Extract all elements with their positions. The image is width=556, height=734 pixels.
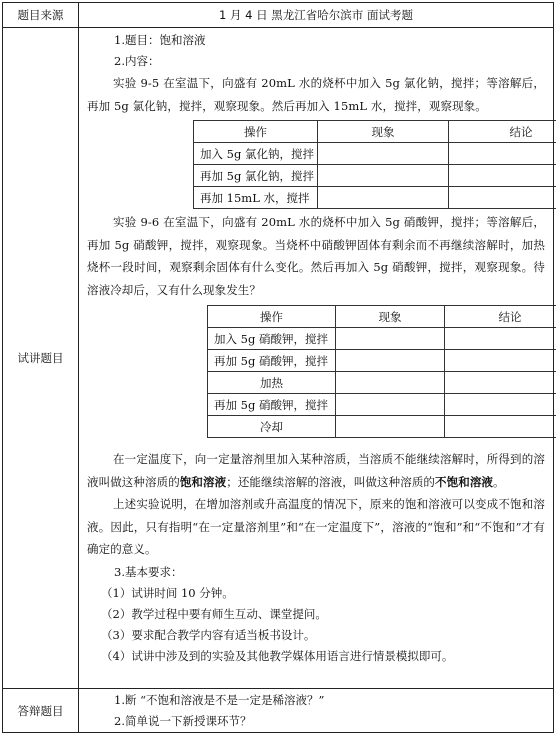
operation-cell: 加入 5g 氯化钠，搅拌: [194, 143, 318, 165]
trial-content: [79, 28, 554, 689]
table-header: 操作: [208, 306, 336, 328]
table-header-row: [194, 121, 556, 143]
conclusion-paragraph: 上述实验说明，在增加溶剂或升高温度的情况下，原来的饱和溶液可以变成不饱和溶液。因此，只有指明“在一定量溶剂里”和“在一定温度下”，溶液的“饱和”和“不饱和”才有确定的意义。: [87, 497, 545, 556]
table-header: 操作: [194, 121, 318, 143]
content-title: 2.内容：: [114, 54, 160, 68]
qa-question-1: 1.断 “不饱和溶液是不是一定是稀溶液？”: [114, 693, 325, 707]
exam-sheet: [2, 2, 554, 733]
operation-cell: 再加 15mL 水，搅拌: [194, 187, 318, 209]
requirement-item: （2）教学过程中要有师生互动、课堂提问。: [101, 606, 327, 621]
table-header: 结论: [445, 306, 556, 328]
experiment-2-text: 实验 9-6 在室温下，向盛有 20mL 水的烧杯中加入 5g 硝酸钾，搅拌；等溶解后，再加 5g 硝酸钾，搅拌，观察现象。当烧杯中硝酸钾固体有剩余而不再继续溶解时，加热烧杯一段时间，观察剩余固体有什么变化。然后再加入 5g 硝酸钾，搅拌，观察现象。待溶液冷却后，又有什么现象发生？: [87, 215, 545, 297]
term-unsaturated: 不饱和溶液: [435, 474, 494, 489]
qa-label: 答辩题目: [3, 689, 79, 733]
operation-cell: 冷却: [208, 416, 336, 438]
operation-cell: 加热: [208, 372, 336, 394]
requirement-item: （4）试讲中涉及到的实验及其他教学媒体用语言进行情景模拟即可。: [101, 648, 454, 663]
table-row: [194, 165, 556, 187]
source-label: 题目来源: [3, 3, 79, 28]
table-header-row: [208, 306, 556, 328]
source-value: 1 月 4 日 黑龙江省哈尔滨市 面试考题: [79, 3, 554, 28]
table-row: [208, 372, 556, 394]
table-header: 现象: [318, 121, 449, 143]
requirement-item: （3）要求配合教学内容有适当板书设计。: [101, 627, 316, 642]
definition-paragraph: 在一定温度下，向一定量溶剂里加入某种溶质，当溶质不能继续溶解时，所得到的溶液叫做这种溶质的饱和溶液；还能继续溶解的溶液，叫做这种溶质的不饱和溶液。: [87, 452, 545, 489]
table-row: [208, 416, 556, 438]
table-row: [208, 394, 556, 416]
qa-content: [79, 689, 554, 733]
requirements-title: 3.基本要求：: [114, 564, 183, 579]
experiment-1-table: [193, 120, 556, 209]
operation-cell: 再加 5g 硝酸钾，搅拌: [208, 350, 336, 372]
table-row: [194, 143, 556, 165]
topic: 1.题目：饱和溶液: [114, 33, 206, 47]
operation-cell: 再加 5g 硝酸钾，搅拌: [208, 394, 336, 416]
table-row: [194, 187, 556, 209]
table-header: 现象: [336, 306, 445, 328]
term-saturated: 饱和溶液: [179, 474, 227, 489]
trial-label: 试讲题目: [3, 28, 79, 689]
table-row: [208, 328, 556, 350]
qa-question-2: 2.简单说一下新授课环节？: [114, 714, 252, 728]
experiment-1-text: 实验 9-5 在室温下，向盛有 20mL 水的烧杯中加入 5g 氯化钠，搅拌；等溶解后，再加 5g 氯化钠，搅拌，观察现象。然后再加入 15mL 水，搅拌，观察现象。: [87, 76, 545, 113]
operation-cell: 再加 5g 氯化钠，搅拌: [194, 165, 318, 187]
table-header: 结论: [449, 121, 556, 143]
experiment-2-table: [207, 305, 556, 438]
operation-cell: 加入 5g 硝酸钾，搅拌: [208, 328, 336, 350]
requirement-item: （1）试讲时间 10 分钟。: [101, 585, 234, 600]
table-row: [208, 350, 556, 372]
